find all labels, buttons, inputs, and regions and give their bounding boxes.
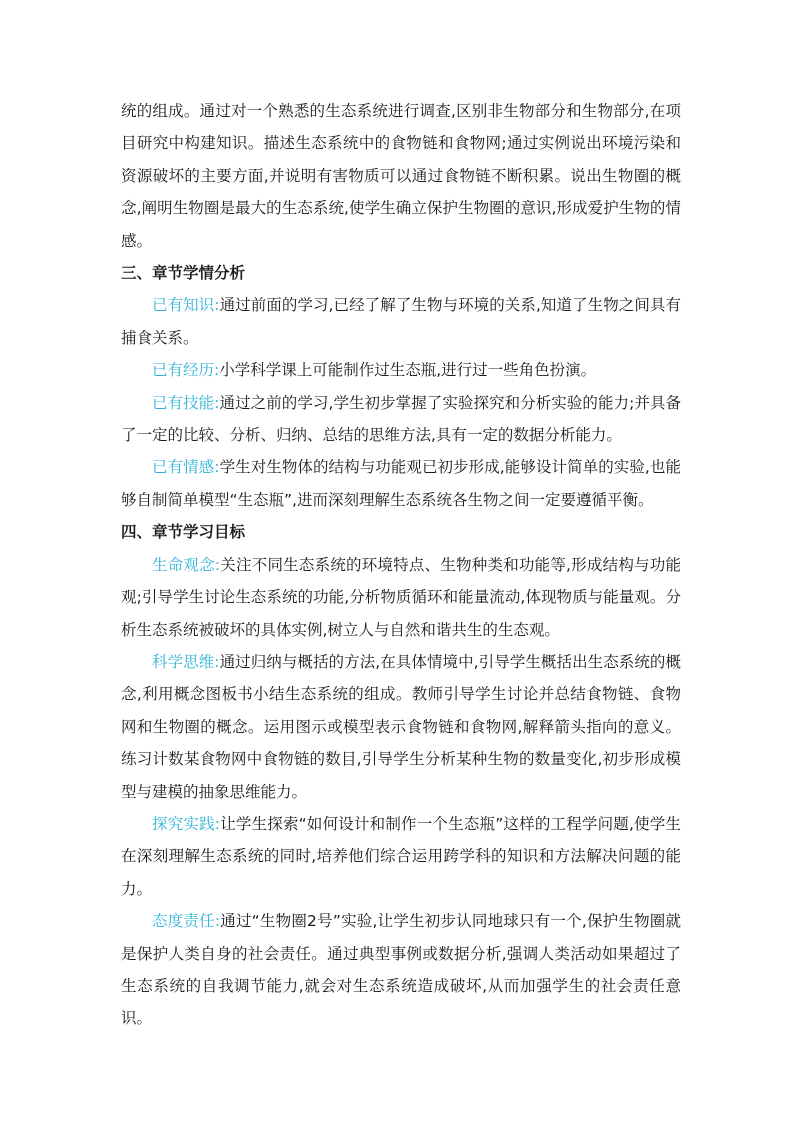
goal-inquiry-practice-label: 探究实践:: [152, 814, 220, 833]
goal-inquiry-practice-text: 让学生探索“如何设计和制作一个生态瓶”这样的工程学问题,使学生在深刻理解生态系统的同时,培养他们综合运用跨学科的知识和方法解决问题的能力。: [121, 814, 681, 898]
section-heading-learning-goals: 四、章节学习目标: [121, 523, 246, 542]
goal-attitude-responsibility-label: 态度责任:: [152, 912, 221, 931]
goal-life-concept-text: 关注不同生态系统的环境特点、生物种类和功能等,形成结构与功能观;引导学生讨论生态系统的功能,分析物质循环和能量流动,体现物质与能量观。分析生态系统被破坏的具体实例,树立人与自然和谐共生的生态观。: [121, 555, 681, 639]
goal-attitude-responsibility-paragraph: [121, 905, 681, 1035]
goal-scientific-thinking-paragraph: [121, 646, 681, 808]
document-page: [121, 95, 681, 1035]
analysis-emotion-label: 已有情感:: [152, 458, 220, 477]
analysis-skills-text: 通过之前的学习,学生初步掌握了实验探究和分析实验的能力;并具备了一定的比较、分析、归纳、总结的思维方法,具有一定的数据分析能力。: [121, 393, 681, 445]
analysis-knowledge-text: 通过前面的学习,已经了解了生物与环境的关系,知道了生物之间具有捕食关系。: [121, 296, 681, 347]
analysis-emotion-text: 学生对生物体的结构与功能观已初步形成,能够设计简单的实验,也能够自制简单模型“生态瓶”,进而深刻理解生态系统各生物之间一定要遵循平衡。: [121, 458, 681, 509]
analysis-emotion-paragraph: [121, 451, 681, 516]
analysis-skills-paragraph: [121, 387, 681, 452]
goal-scientific-thinking-text: 通过归纳与概括的方法,在具体情境中,引导学生概括出生态系统的概念,利用概念图板书小结生态系统的组成。教师引导学生讨论并总结食物链、食物网和生物圈的概念。运用图示或模型表示食物链和食物网,解释箭头指向的意义。练习计数某食物网中食物链的数目,引导学生分析某种生物的数量变化,初步形成模型与建模的抽象思维能力。: [121, 652, 681, 801]
analysis-knowledge-paragraph: [121, 289, 681, 354]
intro-paragraph: 统的组成。通过对一个熟悉的生态系统进行调查,区别非生物部分和生物部分,在项目研究中构建知识。描述生态系统中的食物链和食物网;通过实例说出环境污染和资源破坏的主要方面,并说明有害物质可以通过食物链不断积累。说出生物圈的概念,阐明生物圈是最大的生态系统,使学生确立保护生物圈的意识,形成爱护生物的情感。: [121, 102, 681, 250]
goal-inquiry-practice-paragraph: [121, 808, 681, 905]
goal-attitude-responsibility-text: 通过“生物圈2号”实验,让学生初步认同地球只有一个,保护生物圈就是保护人类自身的社会责任。通过典型事例或数据分析,强调人类活动如果超过了生态系统的自我调节能力,就会对生态系统造成破坏,从而加强学生的社会责任意识。: [121, 912, 681, 1028]
goal-life-concept-label: 生命观念:: [152, 555, 221, 574]
section-heading-learner-analysis: 三、章节学情分析: [121, 264, 246, 283]
analysis-skills-label: 已有技能:: [152, 393, 220, 412]
analysis-knowledge-label: 已有知识:: [152, 296, 220, 315]
goal-life-concept-paragraph: [121, 549, 681, 646]
analysis-experience-label: 已有经历:: [152, 361, 220, 380]
goal-scientific-thinking-label: 科学思维:: [152, 652, 220, 671]
analysis-experience-paragraph: [121, 354, 681, 386]
analysis-experience-text: 小学科学课上可能制作过生态瓶,进行过一些角色扮演。: [219, 361, 597, 380]
